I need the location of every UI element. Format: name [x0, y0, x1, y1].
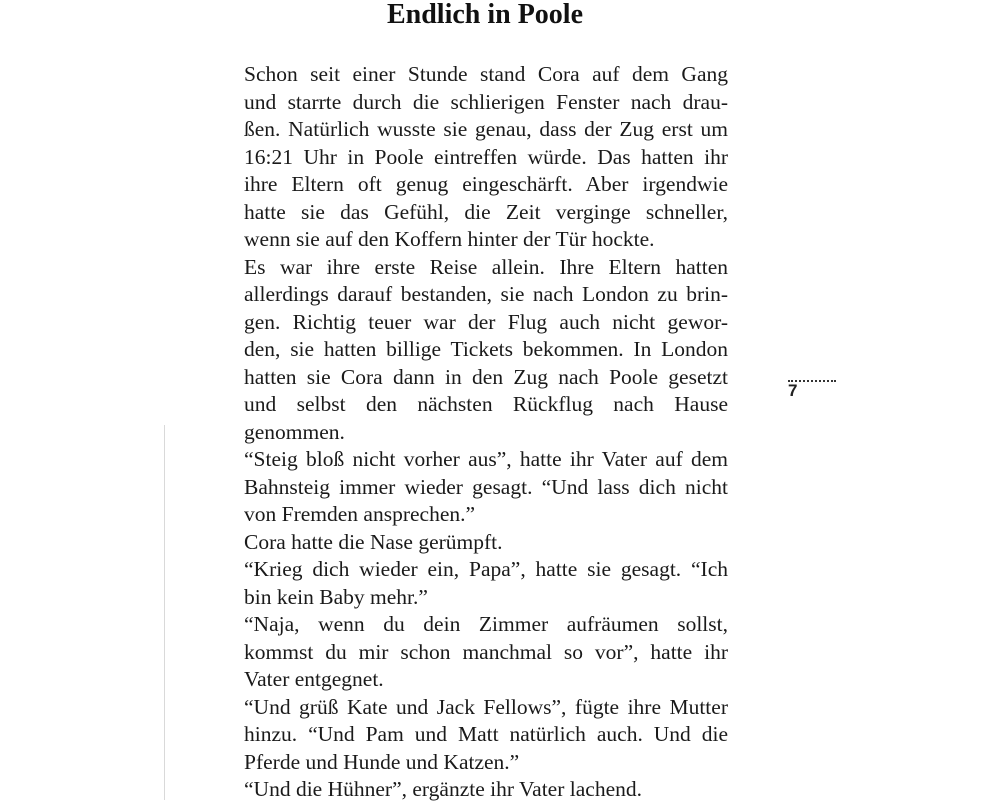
text-line: ihre Eltern oft genug eingeschärft. Aber irgendwie [244, 172, 728, 196]
text-line: Schon seit einer Stunde stand Cora auf dem Gang [244, 62, 728, 86]
text-line: 16:21 Uhr in Poole eintreffen würde. Das hatten ihr [244, 144, 728, 169]
text-line: “Und die Hühner”, ergänzte ihr Vater lachend. [244, 777, 642, 801]
text-line: allerdings darauf bestanden, sie nach London zu brin- [244, 282, 728, 306]
text-line: ßen. Natürlich wusste sie genau, dass der Zug erst um [244, 117, 728, 141]
page-number: 7 [788, 381, 798, 400]
text-line: gen. Richtig teuer war der Flug auch nicht gewor- [244, 309, 728, 334]
text-line: “Steig bloß nicht vorher aus”, hatte ihr Vater auf dem [244, 447, 728, 471]
text-line: den, sie hatten billige Tickets bekommen. In London [244, 337, 728, 361]
text-line: Vater entgegnet. [244, 667, 384, 691]
text-line: Es war ihre erste Reise allein. Ihre Eltern hatten [244, 254, 728, 279]
page-fold-line [164, 425, 165, 800]
text-line: genommen. [244, 419, 345, 444]
text-line: hatten sie Cora dann in den Zug nach Poole gesetzt [244, 364, 728, 389]
page-number-marker [788, 380, 836, 400]
text-line: “Naja, wenn du dein Zimmer aufräumen sollst, [244, 612, 728, 636]
text-line: “Krieg dich wieder ein, Papa”, hatte sie gesagt. “Ich [244, 557, 728, 581]
text-line: Bahnsteig immer wieder gesagt. “Und lass dich nicht [244, 474, 728, 499]
text-line: “Und grüß Kate und Jack Fellows”, fügte ihre Mutter [244, 694, 728, 719]
text-line: und starrte durch die schlierigen Fenster nach drau- [244, 89, 728, 114]
text-line: bin kein Baby mehr.” [244, 584, 428, 609]
text-line: hinzu. “Und Pam und Matt natürlich auch. Und die [244, 722, 728, 746]
text-line: kommst du mir schon manchmal so vor”, hatte ihr [244, 639, 728, 664]
chapter-title: Endlich in Poole [386, 0, 584, 30]
text-line: wenn sie auf den Koffern hinter der Tür hockte. [244, 227, 655, 251]
text-line: Pferde und Hunde und Katzen.” [244, 749, 520, 774]
text-line: von Fremden ansprechen.” [244, 502, 476, 526]
text-line: und selbst den nächsten Rückflug nach Hause [244, 392, 728, 416]
body-text [244, 61, 728, 804]
text-line: hatte sie das Gefühl, die Zeit verginge schneller, [244, 199, 728, 224]
text-line: Cora hatte die Nase gerümpft. [244, 529, 503, 554]
